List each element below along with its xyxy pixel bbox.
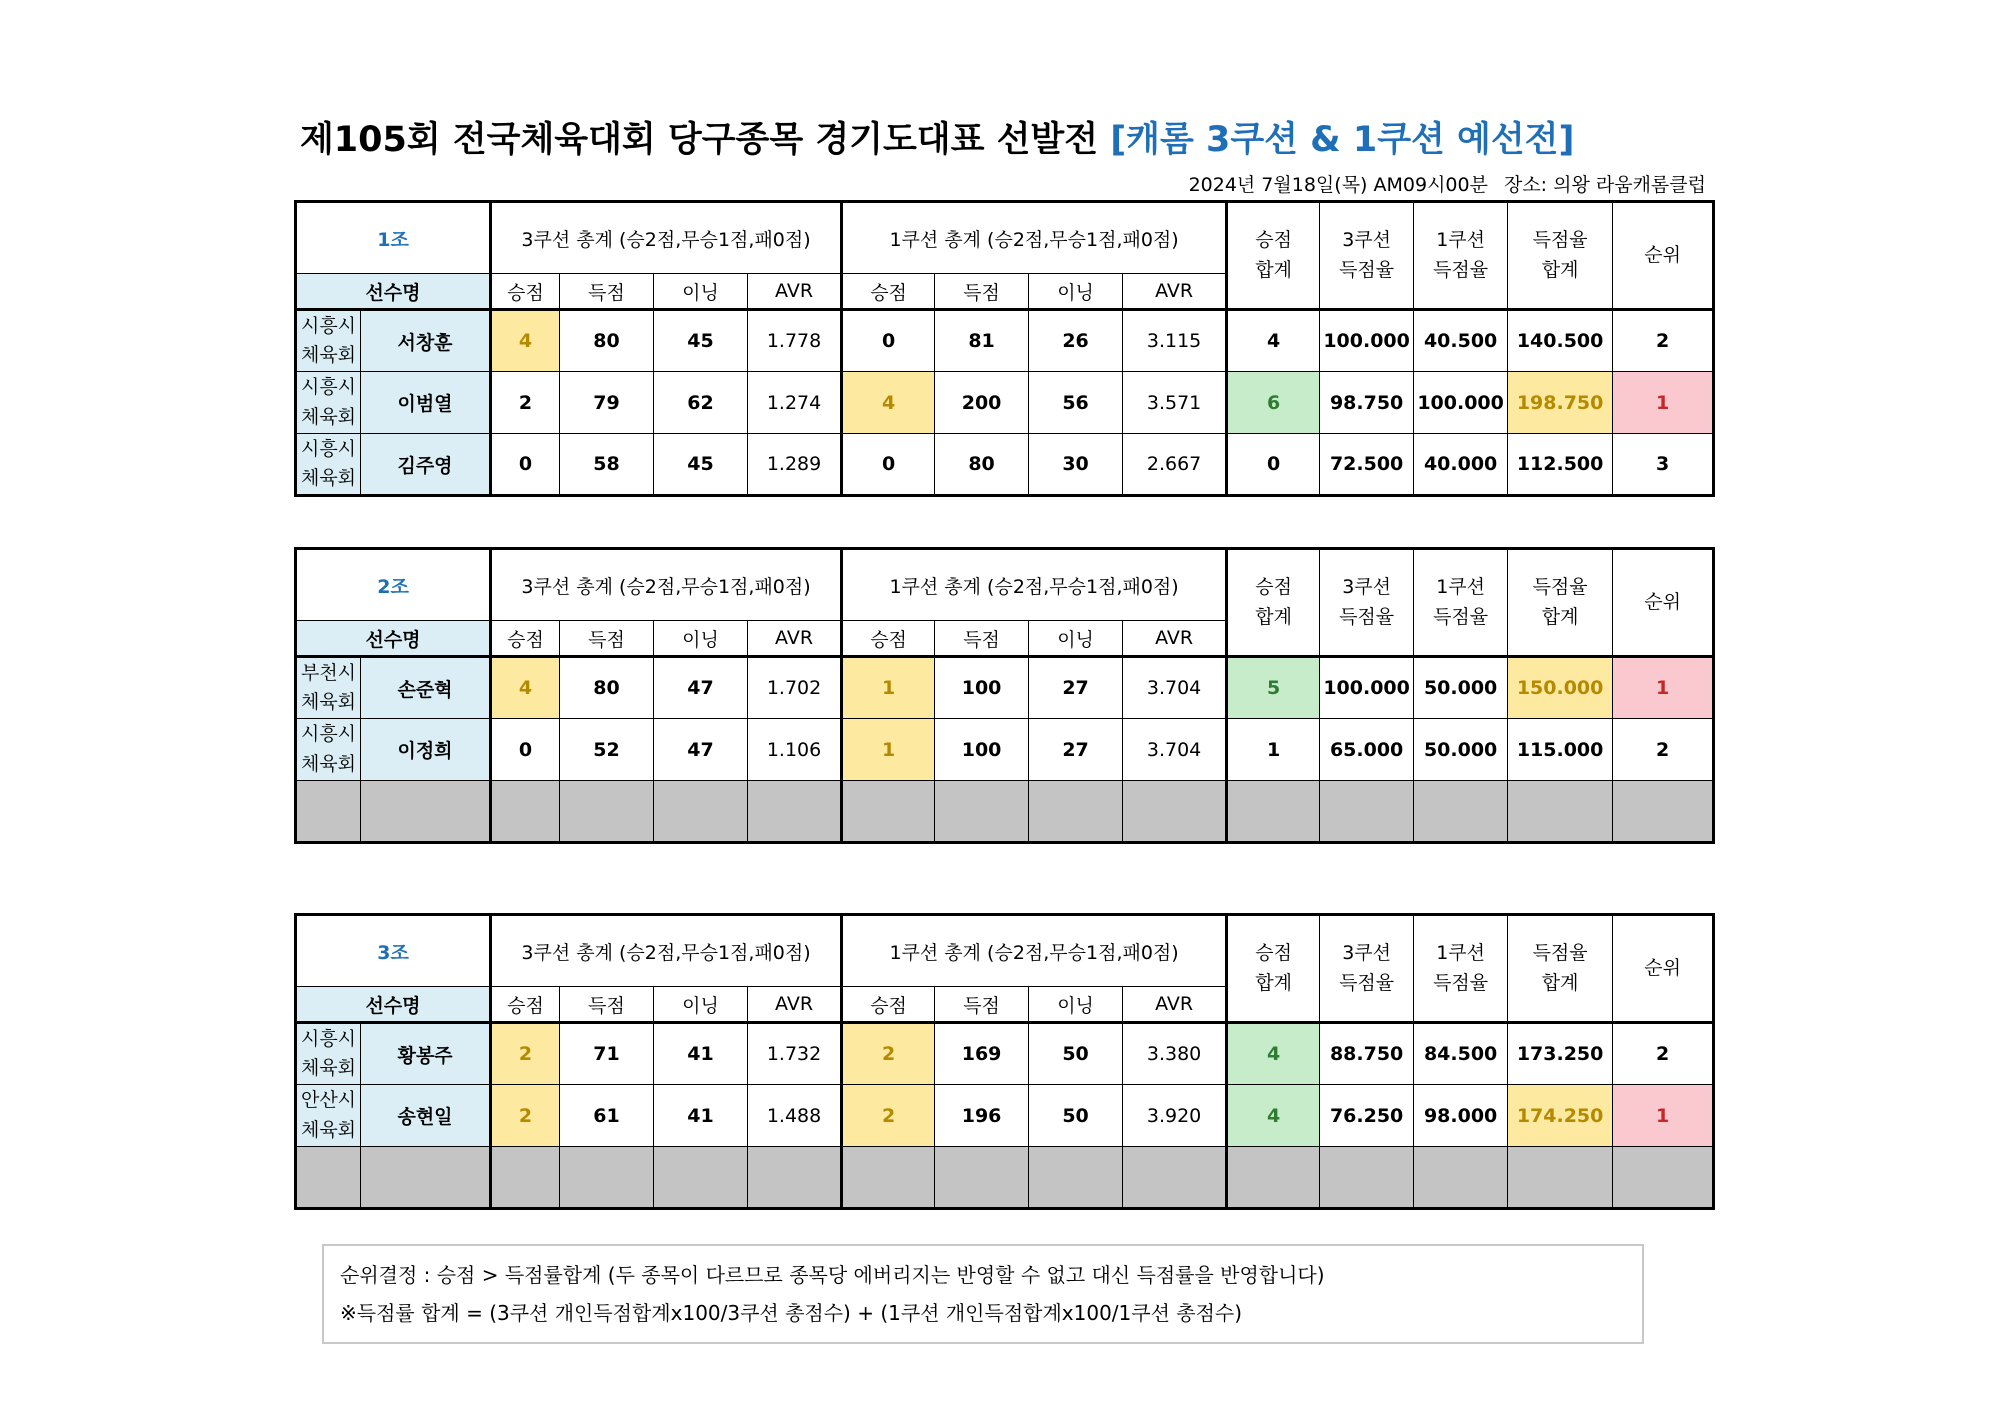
cell-1c-score: 100 bbox=[935, 657, 1029, 719]
table-row bbox=[296, 1085, 1714, 1147]
cell-3c-avr: 1.289 bbox=[748, 434, 842, 496]
cell-rate-3c: 65.000 bbox=[1320, 719, 1414, 781]
empty-cell bbox=[1029, 1147, 1123, 1209]
player-name: 황봉주 bbox=[361, 1023, 491, 1085]
total-points-header: 승점 합계 bbox=[1227, 202, 1320, 310]
cell-3c-points: 4 bbox=[491, 657, 560, 719]
cell-total-points: 5 bbox=[1227, 657, 1320, 719]
sub-header-points: 승점 bbox=[842, 274, 935, 310]
sub-header-avr: AVR bbox=[1123, 987, 1227, 1023]
cell-3c-points: 4 bbox=[491, 310, 560, 372]
sub-header-avr: AVR bbox=[748, 274, 842, 310]
player-name: 이범열 bbox=[361, 372, 491, 434]
cell-1c-innings: 27 bbox=[1029, 719, 1123, 781]
empty-cell bbox=[1227, 781, 1320, 843]
cell-total-points: 4 bbox=[1227, 1085, 1320, 1147]
cell-1c-innings: 50 bbox=[1029, 1023, 1123, 1085]
sub-header-avr: AVR bbox=[748, 621, 842, 657]
section-1cushion-header: 1쿠션 총계 (승2점,무승1점,패0점) bbox=[842, 202, 1227, 274]
cell-3c-score: 79 bbox=[560, 372, 654, 434]
cell-3c-points: 2 bbox=[491, 1085, 560, 1147]
empty-cell bbox=[748, 781, 842, 843]
cell-rank: 1 bbox=[1613, 372, 1714, 434]
table-row bbox=[296, 434, 1714, 496]
sub-header-points: 승점 bbox=[491, 621, 560, 657]
empty-cell bbox=[1613, 781, 1714, 843]
sub-header-points: 승점 bbox=[842, 621, 935, 657]
cell-3c-avr: 1.702 bbox=[748, 657, 842, 719]
table-row bbox=[296, 657, 1714, 719]
empty-cell bbox=[842, 1147, 935, 1209]
cell-3c-points: 0 bbox=[491, 434, 560, 496]
cell-1c-innings: 56 bbox=[1029, 372, 1123, 434]
cell-1c-avr: 3.704 bbox=[1123, 657, 1227, 719]
cell-rate-3c: 88.750 bbox=[1320, 1023, 1414, 1085]
empty-cell bbox=[1613, 1147, 1714, 1209]
cell-rate-3c: 72.500 bbox=[1320, 434, 1414, 496]
cell-3c-avr: 1.732 bbox=[748, 1023, 842, 1085]
player-name-header: 선수명 bbox=[296, 274, 491, 310]
total-points-header: 승점 합계 bbox=[1227, 915, 1320, 1023]
group-name: 1조 bbox=[296, 202, 491, 274]
cell-3c-innings: 45 bbox=[654, 434, 748, 496]
player-name: 김주영 bbox=[361, 434, 491, 496]
empty-cell bbox=[1123, 781, 1227, 843]
cell-rank: 2 bbox=[1613, 719, 1714, 781]
cell-1c-innings: 30 bbox=[1029, 434, 1123, 496]
cell-1c-score: 196 bbox=[935, 1085, 1029, 1147]
cell-1c-innings: 50 bbox=[1029, 1085, 1123, 1147]
rate-1cushion-header: 1쿠션 득점율 bbox=[1414, 202, 1508, 310]
cell-1c-points: 1 bbox=[842, 719, 935, 781]
cell-1c-points: 1 bbox=[842, 657, 935, 719]
cell-3c-score: 80 bbox=[560, 310, 654, 372]
empty-row bbox=[296, 1147, 1714, 1209]
sub-header-innings: 이닝 bbox=[654, 621, 748, 657]
cell-1c-score: 81 bbox=[935, 310, 1029, 372]
cell-rate-sum: 198.750 bbox=[1508, 372, 1613, 434]
cell-1c-points: 0 bbox=[842, 434, 935, 496]
table-row bbox=[296, 1023, 1714, 1085]
cell-rate-1c: 98.000 bbox=[1414, 1085, 1508, 1147]
table-row bbox=[296, 719, 1714, 781]
cell-1c-points: 0 bbox=[842, 310, 935, 372]
rank-header: 순위 bbox=[1613, 202, 1714, 310]
title-highlight: [캐롬 3쿠션 & 1쿠션 예선전] bbox=[1110, 120, 1575, 160]
rate-1cushion-header: 1쿠션 득점율 bbox=[1414, 549, 1508, 657]
sub-header-score: 득점 bbox=[560, 621, 654, 657]
rate-3cushion-header: 3쿠션 득점율 bbox=[1320, 915, 1414, 1023]
cell-rate-1c: 100.000 bbox=[1414, 372, 1508, 434]
player-club: 시흥시 체육회 bbox=[296, 434, 361, 496]
empty-cell bbox=[361, 781, 491, 843]
cell-3c-avr: 1.488 bbox=[748, 1085, 842, 1147]
cell-rank: 2 bbox=[1613, 310, 1714, 372]
sub-header-score: 득점 bbox=[560, 274, 654, 310]
cell-1c-avr: 3.380 bbox=[1123, 1023, 1227, 1085]
cell-1c-avr: 3.571 bbox=[1123, 372, 1227, 434]
cell-rate-3c: 100.000 bbox=[1320, 657, 1414, 719]
section-3cushion-header: 3쿠션 총계 (승2점,무승1점,패0점) bbox=[491, 915, 842, 987]
sub-header-points: 승점 bbox=[491, 987, 560, 1023]
player-club: 안산시 체육회 bbox=[296, 1085, 361, 1147]
empty-cell bbox=[361, 1147, 491, 1209]
sub-header-score: 득점 bbox=[935, 274, 1029, 310]
player-name: 송현일 bbox=[361, 1085, 491, 1147]
note-line-1: 순위결정 : 승점 > 득점률합계 (두 종목이 다르므로 종목당 에버리지는 반영할 수 없고 대신 득점률을 반영합니다) bbox=[340, 1263, 1325, 1287]
cell-total-points: 6 bbox=[1227, 372, 1320, 434]
sub-header-innings: 이닝 bbox=[1029, 621, 1123, 657]
cell-3c-avr: 1.274 bbox=[748, 372, 842, 434]
cell-1c-avr: 3.920 bbox=[1123, 1085, 1227, 1147]
cell-rate-sum: 174.250 bbox=[1508, 1085, 1613, 1147]
cell-rate-1c: 40.500 bbox=[1414, 310, 1508, 372]
cell-1c-score: 100 bbox=[935, 719, 1029, 781]
cell-3c-score: 80 bbox=[560, 657, 654, 719]
cell-rate-sum: 140.500 bbox=[1508, 310, 1613, 372]
player-club: 시흥시 체육회 bbox=[296, 719, 361, 781]
empty-cell bbox=[296, 1147, 361, 1209]
cell-3c-score: 61 bbox=[560, 1085, 654, 1147]
cell-3c-points: 2 bbox=[491, 1023, 560, 1085]
sub-header-avr: AVR bbox=[748, 987, 842, 1023]
cell-1c-points: 2 bbox=[842, 1085, 935, 1147]
sub-header-score: 득점 bbox=[935, 621, 1029, 657]
sub-header-score: 득점 bbox=[935, 987, 1029, 1023]
cell-3c-points: 2 bbox=[491, 372, 560, 434]
sub-header-points: 승점 bbox=[842, 987, 935, 1023]
title-main: 제105회 전국체육대회 당구종목 경기도대표 선발전 bbox=[300, 120, 1111, 160]
cell-rank: 1 bbox=[1613, 657, 1714, 719]
group-name: 2조 bbox=[296, 549, 491, 621]
cell-3c-avr: 1.778 bbox=[748, 310, 842, 372]
sub-header-innings: 이닝 bbox=[654, 987, 748, 1023]
empty-row bbox=[296, 781, 1714, 843]
cell-1c-score: 169 bbox=[935, 1023, 1029, 1085]
rank-header: 순위 bbox=[1613, 549, 1714, 657]
event-date: 2024년 7월18일(목) AM09시00분 bbox=[1188, 174, 1488, 196]
rank-header: 순위 bbox=[1613, 915, 1714, 1023]
empty-cell bbox=[1414, 781, 1508, 843]
empty-cell bbox=[1414, 1147, 1508, 1209]
empty-cell bbox=[1320, 1147, 1414, 1209]
sub-header-score: 득점 bbox=[560, 987, 654, 1023]
sub-header-innings: 이닝 bbox=[654, 274, 748, 310]
cell-rate-3c: 98.750 bbox=[1320, 372, 1414, 434]
page-title bbox=[300, 112, 1574, 162]
player-name-header: 선수명 bbox=[296, 621, 491, 657]
empty-cell bbox=[560, 1147, 654, 1209]
empty-cell bbox=[1123, 1147, 1227, 1209]
cell-1c-score: 200 bbox=[935, 372, 1029, 434]
table-row bbox=[296, 372, 1714, 434]
empty-cell bbox=[1320, 781, 1414, 843]
cell-1c-avr: 3.704 bbox=[1123, 719, 1227, 781]
player-name-header: 선수명 bbox=[296, 987, 491, 1023]
empty-cell bbox=[1029, 781, 1123, 843]
cell-3c-innings: 45 bbox=[654, 310, 748, 372]
player-name: 손준혁 bbox=[361, 657, 491, 719]
ranking-note bbox=[322, 1244, 1644, 1344]
cell-total-points: 4 bbox=[1227, 310, 1320, 372]
sub-header-innings: 이닝 bbox=[1029, 987, 1123, 1023]
player-name: 이정희 bbox=[361, 719, 491, 781]
cell-1c-avr: 2.667 bbox=[1123, 434, 1227, 496]
rate-sum-header: 득점율 합계 bbox=[1508, 202, 1613, 310]
empty-cell bbox=[491, 781, 560, 843]
empty-cell bbox=[842, 781, 935, 843]
sub-header-avr: AVR bbox=[1123, 274, 1227, 310]
cell-rate-1c: 50.000 bbox=[1414, 719, 1508, 781]
section-3cushion-header: 3쿠션 총계 (승2점,무승1점,패0점) bbox=[491, 549, 842, 621]
player-club: 부천시 체육회 bbox=[296, 657, 361, 719]
player-club: 시흥시 체육회 bbox=[296, 372, 361, 434]
empty-cell bbox=[560, 781, 654, 843]
section-1cushion-header: 1쿠션 총계 (승2점,무승1점,패0점) bbox=[842, 915, 1227, 987]
cell-3c-innings: 47 bbox=[654, 657, 748, 719]
cell-rank: 2 bbox=[1613, 1023, 1714, 1085]
section-1cushion-header: 1쿠션 총계 (승2점,무승1점,패0점) bbox=[842, 549, 1227, 621]
cell-rate-sum: 115.000 bbox=[1508, 719, 1613, 781]
rate-1cushion-header: 1쿠션 득점율 bbox=[1414, 915, 1508, 1023]
cell-1c-points: 4 bbox=[842, 372, 935, 434]
player-club: 시흥시 체육회 bbox=[296, 310, 361, 372]
rate-sum-header: 득점율 합계 bbox=[1508, 549, 1613, 657]
cell-rate-3c: 76.250 bbox=[1320, 1085, 1414, 1147]
cell-3c-innings: 47 bbox=[654, 719, 748, 781]
group-1-table bbox=[294, 200, 1715, 497]
group-3-table bbox=[294, 913, 1715, 1210]
cell-rate-3c: 100.000 bbox=[1320, 310, 1414, 372]
note-line-2: ※득점률 합계 = (3쿠션 개인득점합계x100/3쿠션 총점수) + (1쿠션 개인득점합계x100/1쿠션 총점수) bbox=[340, 1301, 1243, 1325]
cell-3c-score: 71 bbox=[560, 1023, 654, 1085]
player-club: 시흥시 체육회 bbox=[296, 1023, 361, 1085]
cell-1c-innings: 26 bbox=[1029, 310, 1123, 372]
rate-3cushion-header: 3쿠션 득점율 bbox=[1320, 202, 1414, 310]
empty-cell bbox=[654, 781, 748, 843]
cell-total-points: 1 bbox=[1227, 719, 1320, 781]
event-location: 장소: 의왕 라움캐롬클럽 bbox=[1503, 174, 1706, 196]
rate-3cushion-header: 3쿠션 득점율 bbox=[1320, 549, 1414, 657]
cell-3c-innings: 62 bbox=[654, 372, 748, 434]
sub-header-points: 승점 bbox=[491, 274, 560, 310]
cell-3c-points: 0 bbox=[491, 719, 560, 781]
cell-rate-1c: 50.000 bbox=[1414, 657, 1508, 719]
cell-rate-sum: 173.250 bbox=[1508, 1023, 1613, 1085]
section-3cushion-header: 3쿠션 총계 (승2점,무승1점,패0점) bbox=[491, 202, 842, 274]
empty-cell bbox=[1508, 781, 1613, 843]
sub-header-innings: 이닝 bbox=[1029, 274, 1123, 310]
cell-3c-innings: 41 bbox=[654, 1085, 748, 1147]
cell-3c-innings: 41 bbox=[654, 1023, 748, 1085]
player-name: 서창훈 bbox=[361, 310, 491, 372]
cell-rate-1c: 40.000 bbox=[1414, 434, 1508, 496]
cell-1c-avr: 3.115 bbox=[1123, 310, 1227, 372]
empty-cell bbox=[654, 1147, 748, 1209]
cell-rate-sum: 150.000 bbox=[1508, 657, 1613, 719]
empty-cell bbox=[935, 781, 1029, 843]
cell-3c-avr: 1.106 bbox=[748, 719, 842, 781]
cell-1c-innings: 27 bbox=[1029, 657, 1123, 719]
group-2-table bbox=[294, 547, 1715, 844]
cell-rank: 3 bbox=[1613, 434, 1714, 496]
empty-cell bbox=[935, 1147, 1029, 1209]
cell-rank: 1 bbox=[1613, 1085, 1714, 1147]
cell-rate-1c: 84.500 bbox=[1414, 1023, 1508, 1085]
table-row bbox=[296, 310, 1714, 372]
cell-total-points: 0 bbox=[1227, 434, 1320, 496]
cell-rate-sum: 112.500 bbox=[1508, 434, 1613, 496]
cell-total-points: 4 bbox=[1227, 1023, 1320, 1085]
cell-3c-score: 58 bbox=[560, 434, 654, 496]
empty-cell bbox=[491, 1147, 560, 1209]
empty-cell bbox=[296, 781, 361, 843]
sub-header-avr: AVR bbox=[1123, 621, 1227, 657]
group-name: 3조 bbox=[296, 915, 491, 987]
event-info bbox=[1189, 170, 1706, 197]
cell-1c-score: 80 bbox=[935, 434, 1029, 496]
empty-cell bbox=[748, 1147, 842, 1209]
empty-cell bbox=[1227, 1147, 1320, 1209]
empty-cell bbox=[1508, 1147, 1613, 1209]
rate-sum-header: 득점율 합계 bbox=[1508, 915, 1613, 1023]
cell-3c-score: 52 bbox=[560, 719, 654, 781]
cell-1c-points: 2 bbox=[842, 1023, 935, 1085]
total-points-header: 승점 합계 bbox=[1227, 549, 1320, 657]
